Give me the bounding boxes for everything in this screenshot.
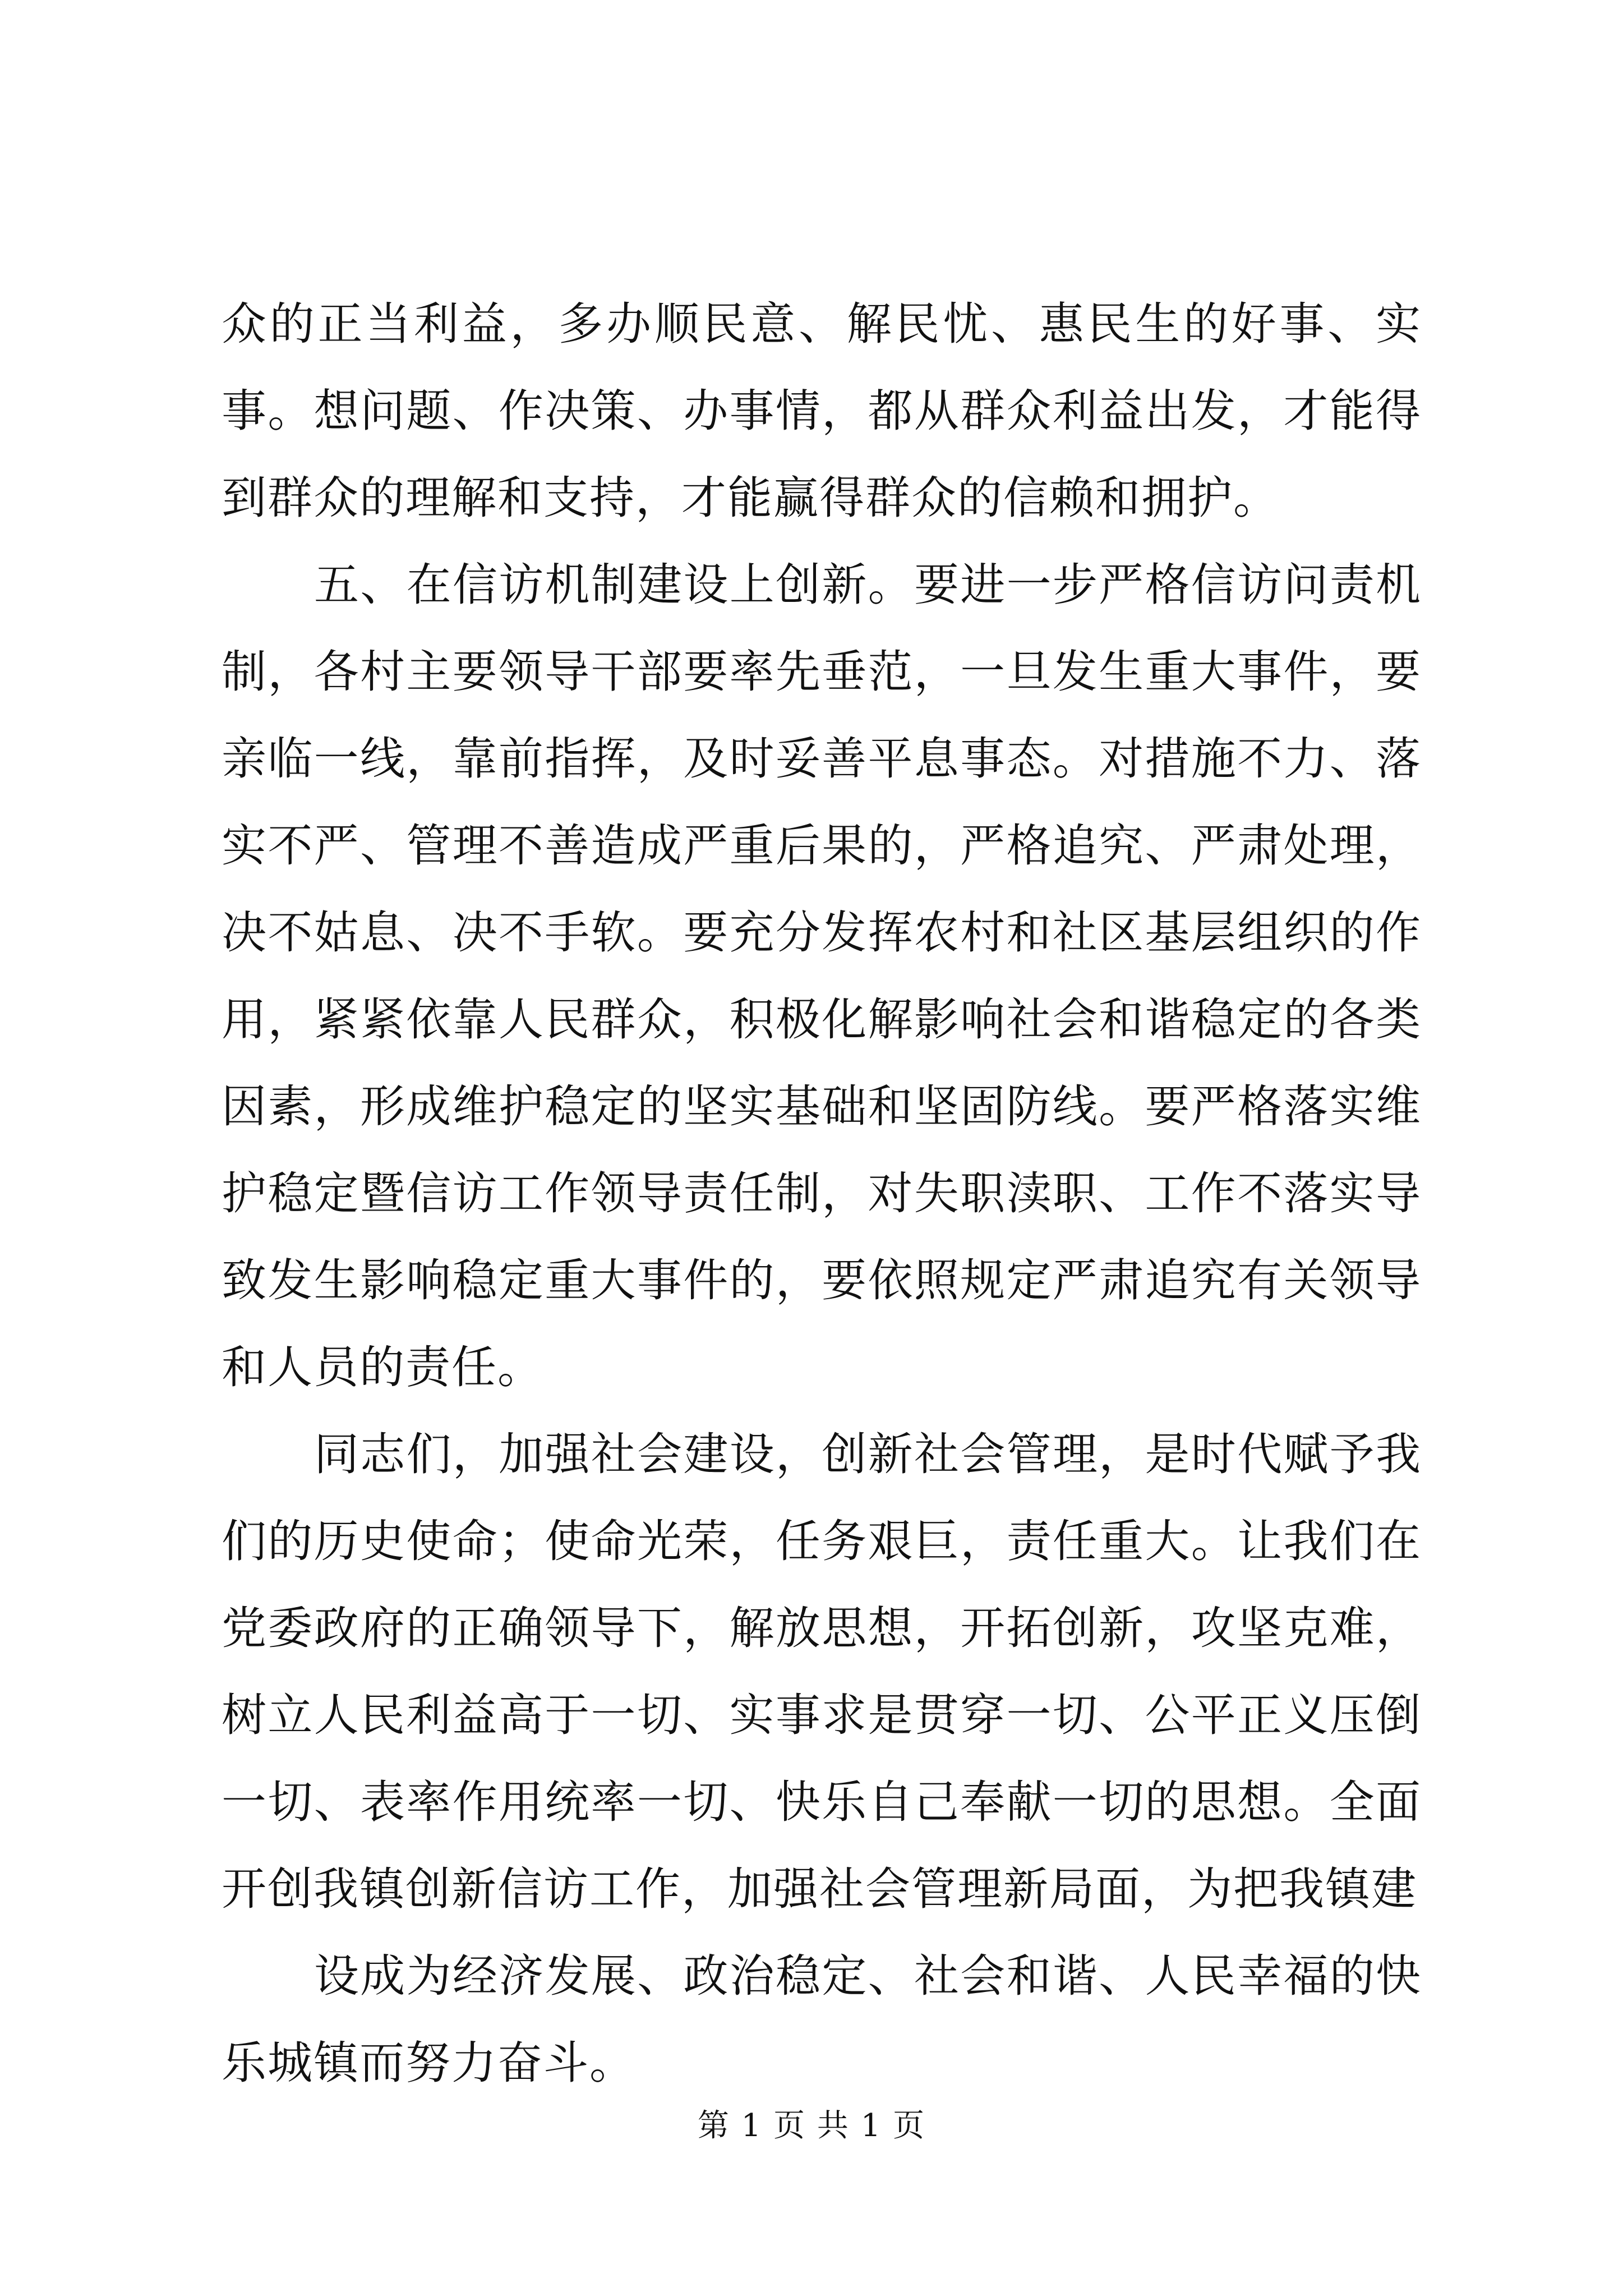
document-body <box>222 280 1422 2106</box>
paragraph-final: 设成为经济发展、政治稳定、社会和谐、人民幸福的快乐城镇而努力奋斗。 <box>222 1950 1422 2089</box>
page-number-footer: 第 1 页 共 1 页 <box>697 2108 926 2144</box>
paragraph-section-five: 五、在信访机制建设上创新。要进一步严格信访问责机制，各村主要领导干部要率先垂范，一旦发生重大事件，要亲临一线，靠前指挥，及时妥善平息事态。对措施不力、落实不严、管理不善造成严重后果的，严格追究、严肃处理，决不姑息、决不手软。要充分发挥农村和社区基层组织的作用，紧紧依靠人民群众，积极化解影响社会和谐稳定的各类因素，形成维护稳定的坚实基础和坚固防线。要严格落实维护稳定暨信访工作领导责任制，对失职渎职、工作不落实导致发生影响稳定重大事件的，要依照规定严肃追究有关领导和人员的责任。 <box>222 559 1422 1393</box>
paragraph-continuation: 众的正当利益，多办顺民意、解民忧、惠民生的好事、实事。想问题、作决策、办事情，都从群众利益出发，才能得到群众的理解和支持，才能赢得群众的信赖和拥护。 <box>222 298 1422 524</box>
paragraph-closing: 同志们，加强社会建设，创新社会管理，是时代赋予我们的历史使命；使命光荣，任务艰巨，责任重大。让我们在党委政府的正确领导下，解放思想，开拓创新，攻坚克难，树立人民利益高于一切、实事求是贯穿一切、公平正义压倒一切、表率作用统率一切、快乐自己奉献一切的思想。全面开创我镇创新信访工作，加强社会管理新局面，为把我镇建 <box>222 1428 1422 1915</box>
